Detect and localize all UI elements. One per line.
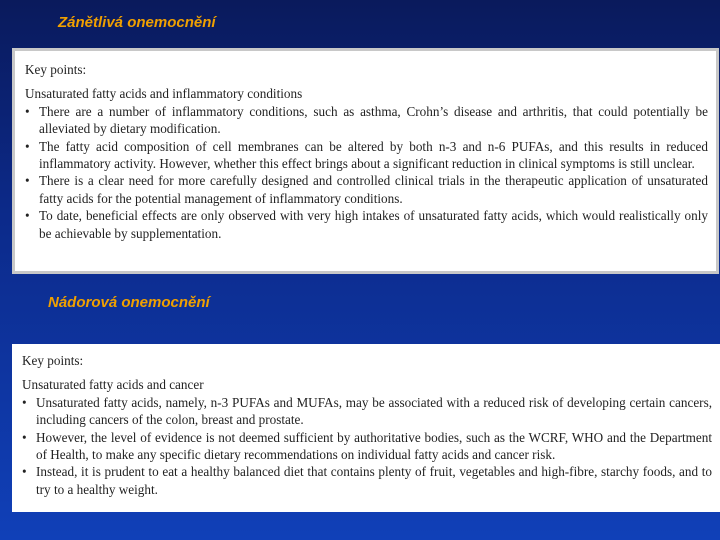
list-item xyxy=(25,103,708,138)
bullet-icon: • xyxy=(25,138,30,154)
bullet-icon: • xyxy=(22,394,27,410)
bullet-text: There is a clear need for more carefully designed and controlled clinical trials in the therapeutic application of unsaturated fatty acids for the potential management of inflammatory conditions. xyxy=(39,173,708,206)
section-heading-inflammatory: Zánětlivá onemocnění xyxy=(58,14,216,31)
section-title: Unsaturated fatty acids and cancer xyxy=(22,377,204,393)
key-points-label: Key points: xyxy=(22,353,84,368)
bullet-text: To date, beneficial effects are only observed with very high intakes of unsaturated fatty acids, which would realistically only be achievable by supplementation. xyxy=(39,208,708,241)
bullet-text: Unsaturated fatty acids, namely, n-3 PUFAs and MUFAs, may be associated with a reduced risk of developing certain cancers, including cancers of the colon, breast and prostate. xyxy=(36,394,712,428)
list-item xyxy=(22,429,712,464)
list-item xyxy=(25,207,708,242)
key-points-label: Key points: xyxy=(25,62,87,77)
key-points-panel-cancer xyxy=(12,344,720,512)
bullet-icon: • xyxy=(22,464,27,480)
bullet-icon: • xyxy=(25,208,30,224)
bullet-icon: • xyxy=(25,173,30,189)
list-item xyxy=(25,172,708,207)
list-item xyxy=(22,463,712,498)
key-points-panel-inflammatory xyxy=(12,48,719,274)
bullet-text: The fatty acid composition of cell membranes can be altered by both n-3 and n-6 PUFAs, and this results in reduced inflammatory activity. However, whether this effect brings about a significant reduction in clinical symptoms is still unclear. xyxy=(39,138,708,172)
section-heading-cancer: Nádorová onemocnění xyxy=(48,294,210,311)
bullet-text: There are a number of inflammatory conditions, such as asthma, Crohn’s disease and arthritis, that could potentially be alleviated by dietary modification. xyxy=(39,103,708,137)
list-item xyxy=(25,138,708,173)
bullet-text: However, the level of evidence is not deemed sufficient by authoritative bodies, such as the WCRF, WHO and the Department of Health, to make any specific dietary recommendations on individual fatty acids and cancer risk. xyxy=(36,429,712,463)
section-title: Unsaturated fatty acids and inflammatory conditions xyxy=(25,86,303,102)
list-item xyxy=(22,394,712,429)
bullet-text: Instead, it is prudent to eat a healthy balanced diet that contains plenty of fruit, vegetables and high-fibre, starchy foods, and to try to a healthy weight. xyxy=(36,464,712,497)
bullet-icon: • xyxy=(22,429,27,445)
bullet-icon: • xyxy=(25,103,30,119)
